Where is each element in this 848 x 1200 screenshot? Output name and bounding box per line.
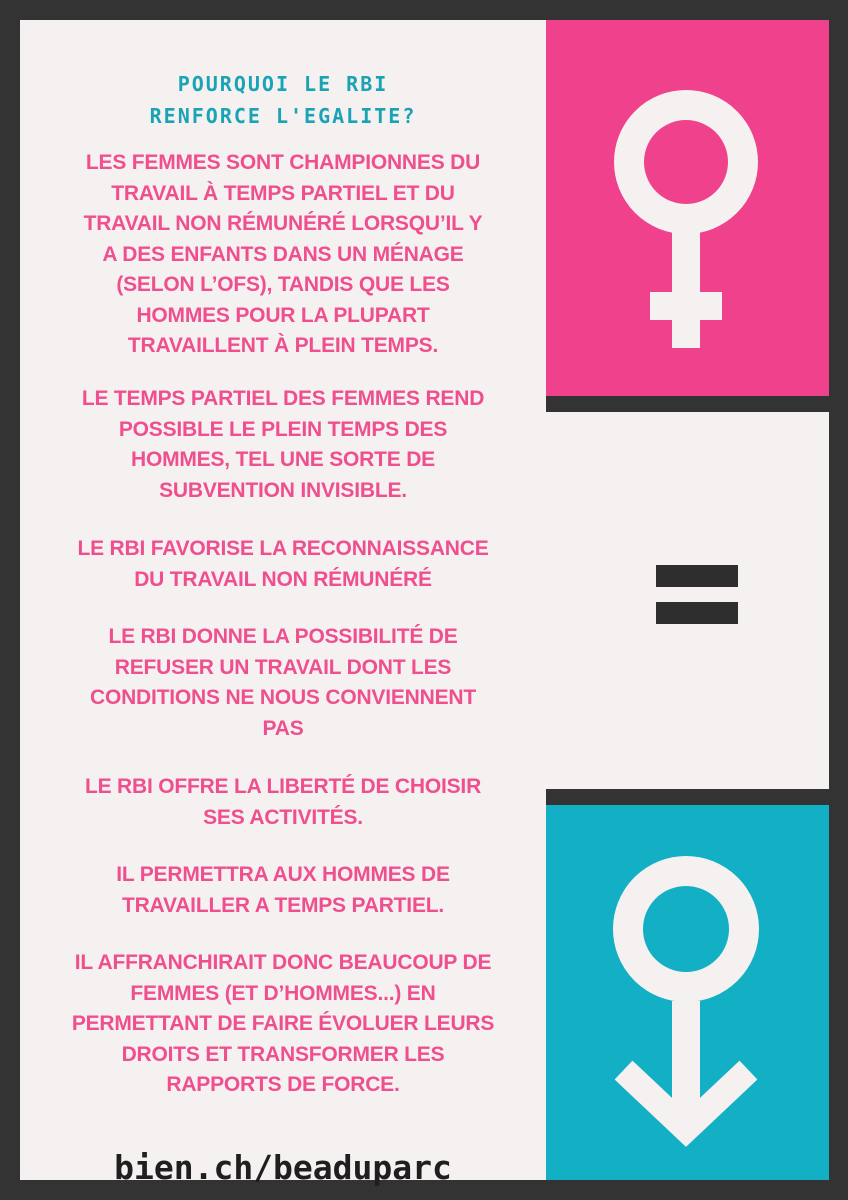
paragraph-line: POSSIBLE LE PLEIN TEMPS DES — [118, 417, 448, 441]
paragraph-line: TRAVAILLER A TEMPS PARTIEL. — [121, 893, 445, 917]
male-symbol-box — [546, 805, 829, 1180]
poster-title — [20, 68, 546, 132]
paragraph-line: PERMETTANT DE FAIRE ÉVOLUER LEURS — [71, 1012, 495, 1035]
footer-url: bien.ch/beaduparc — [114, 1148, 452, 1187]
equal-sign-icon — [546, 412, 829, 789]
text-panel — [20, 20, 546, 1187]
paragraph-emancipation — [38, 948, 528, 1101]
paragraph-line: LE RBI FAVORISE LA RECONNAISSANCE — [77, 537, 489, 560]
paragraph-line: LE RBI OFFRE LA LIBERTÉ DE CHOISIR — [84, 775, 482, 798]
paragraph-invisible-subsidy — [38, 384, 528, 506]
paragraph-recognition — [38, 534, 528, 595]
paragraph-line: LE TEMPS PARTIEL DES FEMMES REND — [81, 387, 485, 410]
paragraph-line: IL PERMETTRA AUX HOMMES DE — [116, 863, 450, 886]
paragraph-refuse-work — [38, 622, 528, 744]
paragraph-line: RAPPORTS DE FORCE. — [166, 1073, 400, 1096]
paragraph-line: TRAVAILLENT À PLEIN TEMPS. — [127, 334, 439, 357]
paragraph-line: IL AFFRANCHIRAIT DONC BEAUCOUP DE — [74, 951, 492, 974]
paragraph-line: TRAVAIL NON RÉMUNÉRÉ LORSQU’IL Y — [83, 212, 483, 235]
paragraph-line: SES ACTIVITÉS. — [203, 805, 363, 829]
paragraph-line: DROITS ET TRANSFORMER LES — [121, 1042, 445, 1066]
paragraph-line: FEMMES (ET D’HOMMES...) EN — [130, 981, 436, 1005]
paragraph-line: TRAVAIL À TEMPS PARTIEL ET DU — [111, 181, 455, 205]
paragraph-line: CONDITIONS NE NOUS CONVIENNENT — [89, 686, 477, 709]
paragraph-line: (SELON L’OFS), TANDIS QUE LES — [116, 273, 450, 296]
female-symbol-icon — [546, 20, 829, 396]
male-symbol-icon — [546, 805, 829, 1180]
paragraph-line: LE RBI DONNE LA POSSIBILITÉ DE — [108, 625, 458, 648]
title-line-2: RENFORCE L'EGALITE? — [149, 104, 417, 128]
paragraph-line: SUBVENTION INVISIBLE. — [159, 478, 407, 502]
paragraph-line: HOMMES, TEL UNE SORTE DE — [130, 448, 435, 471]
paragraph-part-time-work — [38, 148, 528, 362]
paragraph-line: A DES ENFANTS DANS UN MÉNAGE — [102, 242, 464, 266]
title-line-1: POURQUOI LE RBI — [177, 72, 389, 96]
paragraph-line: DU TRAVAIL NON RÉMUNÉRÉ — [134, 567, 432, 591]
female-symbol-box — [546, 20, 829, 396]
paragraph-line: REFUSER UN TRAVAIL DONT LES — [114, 655, 452, 679]
paragraph-line: PAS — [262, 716, 304, 740]
equal-sign-box — [546, 412, 829, 789]
paragraph-line: HOMMES POUR LA PLUPART — [136, 303, 430, 327]
paragraph-line: LES FEMMES SONT CHAMPIONNES DU — [85, 151, 481, 174]
paragraph-men-part-time — [38, 860, 528, 921]
paragraph-freedom — [38, 772, 528, 833]
